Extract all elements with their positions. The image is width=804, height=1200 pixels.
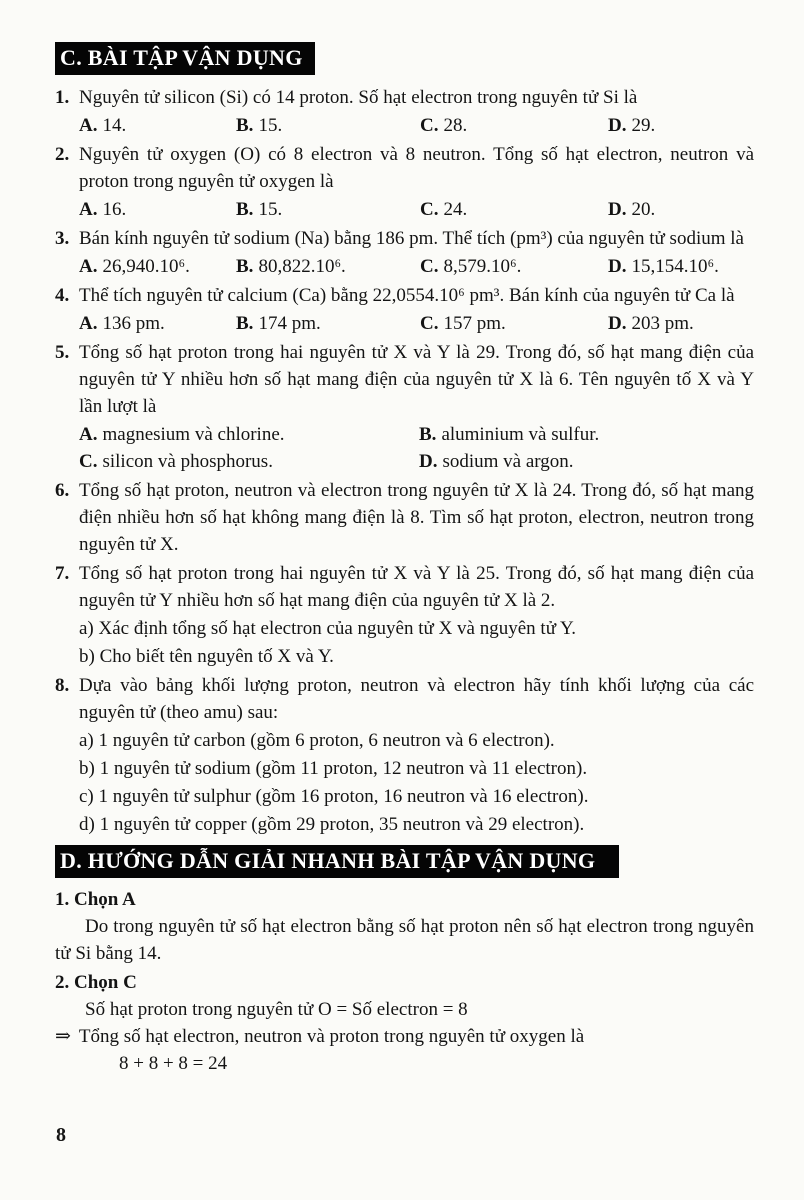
question-text: Bán kính nguyên tử sodium (Na) bằng 186 pm. Thể tích (pm³) của nguyên tử sodium là	[79, 228, 744, 249]
question-7	[55, 560, 754, 670]
question-text: Tổng số hạt proton trong hai nguyên tử X và Y là 25. Trong đó, số hạt mang điện của nguyên tử Y nhiều hơn số hạt mang điện của nguyên tử X là 2.	[79, 563, 754, 611]
option-b: B. 174 pm.	[236, 313, 321, 334]
page-number: 8	[56, 1124, 66, 1146]
option-b: B. aluminium và sulfur.	[419, 424, 600, 445]
question-subitems	[79, 615, 754, 670]
question-5	[55, 339, 754, 475]
subitem-b: b) Cho biết tên nguyên tố X và Y.	[79, 646, 334, 667]
solution-implication	[55, 1023, 754, 1050]
subitem-d: d) 1 nguyên tử copper (gồm 29 proton, 35 neutron và 29 electron).	[79, 814, 585, 835]
question-6	[55, 477, 754, 558]
question-text: Thể tích nguyên tử calcium (Ca) bằng 22,0554.10⁶ pm³. Bán kính của nguyên tử Ca là	[79, 285, 735, 306]
option-c: C. silicon và phosphorus.	[79, 451, 273, 472]
option-a: A. 136 pm.	[79, 313, 165, 334]
question-text: Nguyên tử oxygen (O) có 8 electron và 8 neutron. Tổng số hạt electron, neutron và proton trong nguyên tử oxygen là	[79, 144, 754, 192]
question-number: 1.	[55, 87, 70, 108]
question-number: 8.	[55, 675, 70, 696]
question-number: 7.	[55, 563, 70, 584]
question-number: 4.	[55, 285, 70, 306]
option-a: A. 14.	[79, 115, 127, 136]
option-d: D. 20.	[608, 199, 656, 220]
solution-2	[55, 969, 754, 1077]
option-a: A. 26,940.10⁶.	[79, 256, 190, 277]
section-c-header: C. BÀI TẬP VẬN DỤNG	[55, 42, 315, 75]
subitem-b: b) 1 nguyên tử sodium (gồm 11 proton, 12 neutron và 11 electron).	[79, 758, 588, 779]
subitem-c: c) 1 nguyên tử sulphur (gồm 16 proton, 16 neutron và 16 electron).	[79, 786, 589, 807]
implies-arrow-icon: ⇒	[55, 1026, 71, 1047]
solution-formula: 8 + 8 + 8 = 24	[119, 1053, 228, 1074]
solution-line: Số hạt proton trong nguyên tử O = Số electron = 8	[85, 999, 468, 1020]
question-options	[79, 253, 754, 280]
question-3	[55, 225, 754, 280]
subitem-a: a) 1 nguyên tử carbon (gồm 6 proton, 6 neutron và 6 electron).	[79, 730, 555, 751]
option-a: A. 16.	[79, 199, 127, 220]
option-c: C. 8,579.10⁶.	[420, 256, 522, 277]
question-options	[79, 196, 754, 223]
option-b: B. 15.	[236, 199, 283, 220]
question-text: Dựa vào bảng khối lượng proton, neutron và electron hãy tính khối lượng của các nguyên tử (theo amu) sau:	[79, 675, 754, 723]
option-d: D. sodium và argon.	[419, 451, 574, 472]
question-4	[55, 282, 754, 337]
question-number: 2.	[55, 144, 70, 165]
section-d-header: D. HƯỚNG DẪN GIẢI NHANH BÀI TẬP VẬN DỤNG	[55, 845, 619, 878]
option-c: C. 157 pm.	[420, 313, 506, 334]
option-b: B. 80,822.10⁶.	[236, 256, 346, 277]
question-text: Nguyên tử silicon (Si) có 14 proton. Số hạt electron trong nguyên tử Si là	[79, 87, 638, 108]
question-options	[79, 421, 754, 475]
question-options	[79, 112, 754, 139]
question-text: Tổng số hạt proton trong hai nguyên tử X và Y là 29. Trong đó, số hạt mang điện của nguyên tử Y nhiều hơn số hạt mang điện của nguyên tử X là 6. Tên nguyên tố X và Y lần lượt là	[79, 342, 754, 417]
question-options	[79, 310, 754, 337]
question-number: 5.	[55, 342, 70, 363]
option-d: D. 203 pm.	[608, 313, 694, 334]
option-d: D. 15,154.10⁶.	[608, 256, 719, 277]
solution-1	[55, 886, 754, 967]
question-subitems	[79, 727, 754, 838]
option-d: D. 29.	[608, 115, 656, 136]
question-number: 6.	[55, 480, 70, 501]
option-a: A. magnesium và chlorine.	[79, 424, 285, 445]
subitem-a: a) Xác định tổng số hạt electron của nguyên tử X và nguyên tử Y.	[79, 618, 577, 639]
question-number: 3.	[55, 228, 70, 249]
option-b: B. 15.	[236, 115, 283, 136]
question-1	[55, 84, 754, 139]
solution-body: Do trong nguyên tử số hạt electron bằng số hạt proton nên số hạt electron trong nguyên tử Si bằng 14.	[55, 916, 754, 964]
question-text: Tổng số hạt proton, neutron và electron trong nguyên tử X là 24. Trong đó, số hạt mang điện nhiều hơn số hạt không mang điện là 8. Tìm số hạt proton, electron, neutron trong nguyên tử X.	[79, 480, 754, 555]
option-c: C. 24.	[420, 199, 468, 220]
option-c: C. 28.	[420, 115, 468, 136]
solution-line: Tổng số hạt electron, neutron và proton trong nguyên tử oxygen là	[78, 1026, 585, 1047]
solution-heading: 1. Chọn A	[55, 889, 136, 910]
question-8	[55, 672, 754, 838]
solution-heading: 2. Chọn C	[55, 972, 137, 993]
question-2	[55, 141, 754, 223]
